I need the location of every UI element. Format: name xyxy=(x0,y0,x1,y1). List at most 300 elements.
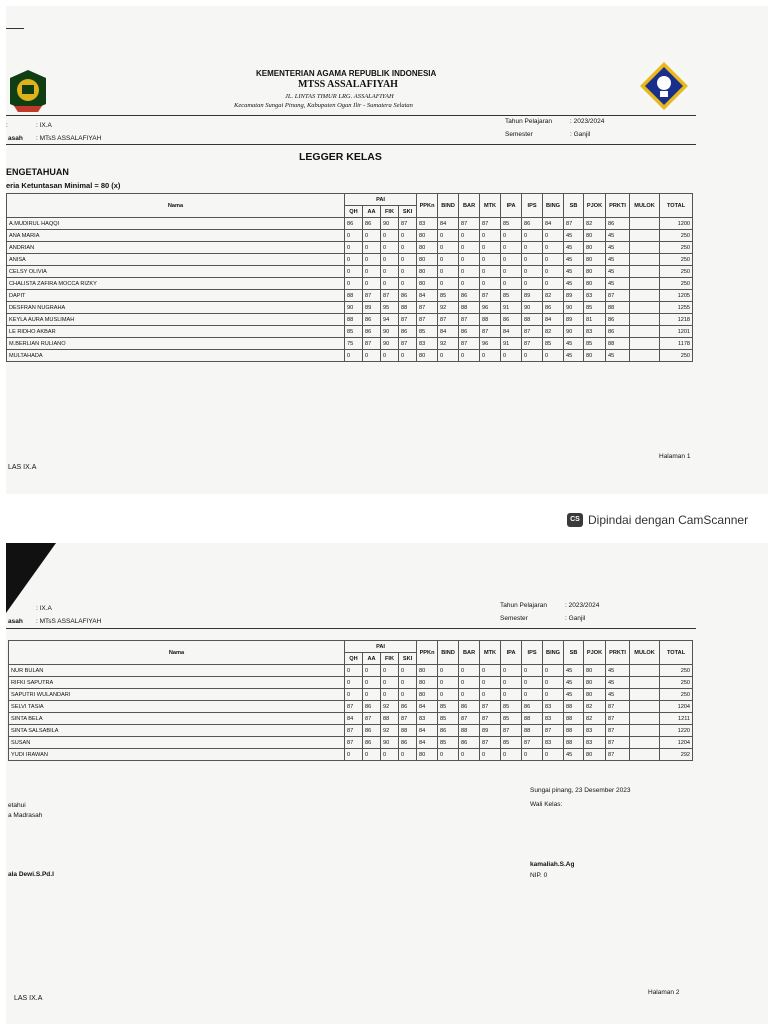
ministry-name: KEMENTERIAN AGAMA REPUBLIK INDONESIA xyxy=(256,69,437,78)
score-cell: 95 xyxy=(381,302,399,314)
kepala-name: ala Dewi.S.Pd.I xyxy=(8,871,54,878)
score-cell: 0 xyxy=(363,230,381,242)
col-sb: SB xyxy=(564,194,584,218)
score-cell: 0 xyxy=(363,266,381,278)
score-cell: 90 xyxy=(381,737,399,749)
score-cell: 85 xyxy=(438,713,459,725)
score-cell: 0 xyxy=(522,689,543,701)
student-name: SINTA SALSABILA xyxy=(9,725,345,737)
header-divider xyxy=(6,115,696,116)
score-cell: 45 xyxy=(606,689,630,701)
score-cell: 0 xyxy=(345,749,363,761)
score-cell: 83 xyxy=(543,737,564,749)
score-cell: 94 xyxy=(381,314,399,326)
total-cell: 1211 xyxy=(660,713,693,725)
score-cell: 86 xyxy=(501,314,522,326)
score-cell: 85 xyxy=(543,338,564,350)
score-cell: 88 xyxy=(345,290,363,302)
score-cell: 80 xyxy=(584,350,606,362)
score-cell: 88 xyxy=(564,713,584,725)
col-pai: PAI xyxy=(345,641,417,653)
score-cell: 90 xyxy=(522,302,543,314)
score-cell: 90 xyxy=(381,326,399,338)
score-cell: 91 xyxy=(501,338,522,350)
score-cell: 0 xyxy=(522,230,543,242)
score-cell: 0 xyxy=(459,749,480,761)
score-cell: 0 xyxy=(399,242,417,254)
score-cell: 0 xyxy=(438,242,459,254)
score-cell: 0 xyxy=(381,677,399,689)
total-cell: 292 xyxy=(660,749,693,761)
score-cell: 83 xyxy=(417,218,438,230)
score-cell: 86 xyxy=(363,737,381,749)
score-cell: 0 xyxy=(399,689,417,701)
madrasah-value-p2: : MTsS ASSALAFIYAH xyxy=(36,618,102,625)
score-cell: 88 xyxy=(399,302,417,314)
score-cell: 0 xyxy=(501,350,522,362)
col-bing: BING xyxy=(543,194,564,218)
col-ipa: IPA xyxy=(501,194,522,218)
score-cell: 87 xyxy=(480,737,501,749)
score-cell: 0 xyxy=(363,749,381,761)
score-cell: 83 xyxy=(584,326,606,338)
score-cell xyxy=(630,242,660,254)
col-bar: BAR xyxy=(459,641,480,665)
score-cell: 87 xyxy=(606,290,630,302)
student-name: ANA MARIA xyxy=(7,230,345,242)
col-ski: SKI xyxy=(399,206,417,218)
student-name: M.BERLIAN RULIANO xyxy=(7,338,345,350)
score-cell: 0 xyxy=(438,677,459,689)
score-cell: 88 xyxy=(564,725,584,737)
score-cell: 0 xyxy=(381,689,399,701)
table-row xyxy=(9,677,693,689)
score-cell: 45 xyxy=(564,278,584,290)
score-cell: 0 xyxy=(345,254,363,266)
score-cell: 0 xyxy=(522,350,543,362)
total-cell: 250 xyxy=(660,677,693,689)
score-cell: 80 xyxy=(584,242,606,254)
school-name: MTSS ASSALAFIYAH xyxy=(298,79,398,90)
score-cell: 45 xyxy=(606,254,630,266)
score-cell: 87 xyxy=(363,713,381,725)
score-cell: 0 xyxy=(363,254,381,266)
score-cell: 86 xyxy=(363,326,381,338)
score-cell: 85 xyxy=(584,302,606,314)
score-cell: 84 xyxy=(417,701,438,713)
score-cell: 87 xyxy=(417,314,438,326)
score-cell: 82 xyxy=(543,326,564,338)
score-cell: 86 xyxy=(459,290,480,302)
score-cell: 87 xyxy=(399,218,417,230)
student-name: DESFRAN NUGRAHA xyxy=(7,302,345,314)
score-cell: 88 xyxy=(606,338,630,350)
student-name: CHALISTA ZAFIRA MOCCA RIZKY xyxy=(7,278,345,290)
score-cell: 0 xyxy=(501,278,522,290)
score-cell: 0 xyxy=(438,350,459,362)
info-divider-p2 xyxy=(6,628,696,629)
score-cell: 0 xyxy=(363,242,381,254)
score-cell: 87 xyxy=(501,725,522,737)
score-cell: 86 xyxy=(543,302,564,314)
camscanner-icon: CS xyxy=(567,513,583,527)
score-cell: 0 xyxy=(480,749,501,761)
score-cell: 0 xyxy=(459,677,480,689)
table-row xyxy=(7,254,693,266)
total-cell: 1204 xyxy=(660,737,693,749)
col-pjok: PJOK xyxy=(584,641,606,665)
score-cell xyxy=(630,290,660,302)
score-cell: 85 xyxy=(417,326,438,338)
section-title: ENGETAHUAN xyxy=(6,167,69,177)
score-cell: 0 xyxy=(345,689,363,701)
score-cell: 89 xyxy=(564,314,584,326)
score-cell: 84 xyxy=(501,326,522,338)
score-cell: 80 xyxy=(584,689,606,701)
score-cell: 87 xyxy=(480,701,501,713)
score-cell: 0 xyxy=(363,278,381,290)
school-address: JL. LINTAS TIMUR LRG. ASSALAFIYAH xyxy=(285,93,394,100)
score-cell: 0 xyxy=(345,242,363,254)
score-cell: 87 xyxy=(459,713,480,725)
score-cell: 80 xyxy=(417,254,438,266)
legger-title: LEGGER KELAS xyxy=(299,151,382,163)
score-cell: 0 xyxy=(459,242,480,254)
score-cell: 0 xyxy=(522,677,543,689)
score-cell: 87 xyxy=(606,701,630,713)
score-cell: 0 xyxy=(459,230,480,242)
score-cell: 90 xyxy=(381,218,399,230)
col-bing: BING xyxy=(543,641,564,665)
wali-name: kamaliah.S.Ag xyxy=(530,861,575,868)
wali-nip: NIP. 0 xyxy=(530,872,548,879)
score-cell: 45 xyxy=(564,677,584,689)
table-row xyxy=(9,665,693,677)
edge-mark xyxy=(6,28,24,29)
col-mulok: MULOK xyxy=(630,194,660,218)
score-cell: 87 xyxy=(480,290,501,302)
tahun-value-p2: : 2023/2024 xyxy=(565,602,600,609)
score-cell: 80 xyxy=(417,242,438,254)
student-name: LE RIDHO AKBAR xyxy=(7,326,345,338)
score-cell: 0 xyxy=(459,266,480,278)
score-cell: 86 xyxy=(345,218,363,230)
score-cell: 0 xyxy=(501,230,522,242)
score-cell xyxy=(630,701,660,713)
place-date: Sungai pinang, 23 Desember 2023 xyxy=(530,787,631,794)
score-cell: 88 xyxy=(606,302,630,314)
score-cell: 83 xyxy=(584,737,606,749)
score-cell: 89 xyxy=(480,725,501,737)
score-cell: 88 xyxy=(522,713,543,725)
score-cell: 88 xyxy=(564,701,584,713)
score-cell: 0 xyxy=(522,278,543,290)
score-cell: 86 xyxy=(399,326,417,338)
score-cell: 80 xyxy=(417,230,438,242)
score-cell: 0 xyxy=(438,749,459,761)
score-cell: 86 xyxy=(363,218,381,230)
score-cell: 85 xyxy=(438,701,459,713)
score-cell: 0 xyxy=(399,230,417,242)
score-cell: 86 xyxy=(399,290,417,302)
student-name: SAPUTRI WULANDARI xyxy=(9,689,345,701)
col-bind: BIND xyxy=(438,194,459,218)
score-cell: 0 xyxy=(345,350,363,362)
table-row xyxy=(7,266,693,278)
score-cell: 83 xyxy=(584,290,606,302)
score-cell: 45 xyxy=(606,230,630,242)
score-cell: 86 xyxy=(459,326,480,338)
total-cell: 1200 xyxy=(660,218,693,230)
col-qh: QH xyxy=(345,206,363,218)
score-cell: 0 xyxy=(480,266,501,278)
score-cell: 0 xyxy=(522,665,543,677)
table-row xyxy=(9,749,693,761)
score-cell: 89 xyxy=(363,302,381,314)
score-cell: 87 xyxy=(606,725,630,737)
score-cell: 88 xyxy=(522,725,543,737)
score-cell: 83 xyxy=(584,725,606,737)
score-cell: 87 xyxy=(522,338,543,350)
score-cell: 86 xyxy=(606,314,630,326)
score-cell: 86 xyxy=(363,725,381,737)
score-cell: 86 xyxy=(522,701,543,713)
score-cell: 92 xyxy=(438,302,459,314)
footer-class-p2: LAS IX.A xyxy=(14,995,43,1002)
score-cell: 0 xyxy=(399,350,417,362)
score-cell xyxy=(630,737,660,749)
score-cell: 0 xyxy=(480,677,501,689)
score-cell xyxy=(630,302,660,314)
score-cell: 0 xyxy=(501,242,522,254)
score-cell: 84 xyxy=(543,314,564,326)
score-cell: 0 xyxy=(543,266,564,278)
score-cell: 85 xyxy=(438,737,459,749)
score-cell: 0 xyxy=(543,749,564,761)
score-cell: 91 xyxy=(501,302,522,314)
score-cell: 87 xyxy=(381,290,399,302)
table-row xyxy=(7,338,693,350)
score-cell: 82 xyxy=(543,290,564,302)
score-cell: 45 xyxy=(564,230,584,242)
score-cell: 84 xyxy=(417,725,438,737)
score-cell: 87 xyxy=(417,302,438,314)
score-cell: 45 xyxy=(606,266,630,278)
score-cell: 90 xyxy=(381,338,399,350)
student-name: ANISA xyxy=(7,254,345,266)
score-cell: 87 xyxy=(459,314,480,326)
table-row xyxy=(7,242,693,254)
col-mulok: MULOK xyxy=(630,641,660,665)
score-cell xyxy=(630,689,660,701)
score-cell: 83 xyxy=(543,701,564,713)
page-number-p2: Halaman 2 xyxy=(648,989,680,996)
score-cell: 45 xyxy=(564,749,584,761)
total-cell: 250 xyxy=(660,278,693,290)
scan-page-2 xyxy=(6,543,768,1024)
total-cell: 1201 xyxy=(660,326,693,338)
score-cell: 80 xyxy=(417,350,438,362)
total-cell: 1205 xyxy=(660,290,693,302)
score-cell: 86 xyxy=(606,326,630,338)
col-ipa: IPA xyxy=(501,641,522,665)
score-cell: 80 xyxy=(584,677,606,689)
score-cell: 0 xyxy=(381,749,399,761)
score-cell: 0 xyxy=(480,350,501,362)
score-cell: 88 xyxy=(399,725,417,737)
score-cell: 0 xyxy=(363,689,381,701)
col-nama: Nama xyxy=(7,194,345,218)
score-cell: 80 xyxy=(584,230,606,242)
score-cell: 0 xyxy=(480,689,501,701)
score-cell: 96 xyxy=(480,302,501,314)
col-fik: FIK xyxy=(381,653,399,665)
score-cell: 0 xyxy=(522,266,543,278)
table-row xyxy=(9,713,693,725)
score-cell: 0 xyxy=(543,665,564,677)
score-cell: 83 xyxy=(543,713,564,725)
score-cell: 0 xyxy=(501,254,522,266)
score-cell: 45 xyxy=(564,689,584,701)
total-cell: 250 xyxy=(660,254,693,266)
col-bar: BAR xyxy=(459,194,480,218)
score-cell: 86 xyxy=(399,701,417,713)
score-cell: 80 xyxy=(584,278,606,290)
score-cell: 85 xyxy=(584,338,606,350)
score-cell: 82 xyxy=(584,218,606,230)
kelas-value-p2: : IX.A xyxy=(36,605,52,612)
student-name: RIFKI SAPUTRA xyxy=(9,677,345,689)
tahun-label: Tahun Pelajaran xyxy=(505,118,552,125)
score-cell: 0 xyxy=(399,749,417,761)
score-cell: 87 xyxy=(363,290,381,302)
score-cell: 87 xyxy=(522,737,543,749)
col-nama: Nama xyxy=(9,641,345,665)
total-cell: 250 xyxy=(660,266,693,278)
score-cell: 86 xyxy=(522,218,543,230)
score-cell: 89 xyxy=(522,290,543,302)
table-row xyxy=(9,737,693,749)
col-fik: FIK xyxy=(381,206,399,218)
score-cell: 0 xyxy=(459,350,480,362)
score-cell xyxy=(630,677,660,689)
col-mtk: MTK xyxy=(480,194,501,218)
score-cell xyxy=(630,350,660,362)
semester-value-p2: : Ganjil xyxy=(565,615,586,622)
score-cell: 87 xyxy=(606,737,630,749)
score-cell: 0 xyxy=(522,242,543,254)
score-cell: 0 xyxy=(399,665,417,677)
score-cell: 87 xyxy=(459,218,480,230)
score-cell: 0 xyxy=(381,266,399,278)
score-cell: 90 xyxy=(345,302,363,314)
score-cell: 0 xyxy=(522,254,543,266)
score-cell: 0 xyxy=(501,749,522,761)
semester-label: Semester xyxy=(505,131,533,138)
score-cell: 0 xyxy=(363,665,381,677)
score-cell: 85 xyxy=(501,290,522,302)
student-name: YUDI IRAWAN xyxy=(9,749,345,761)
table-row xyxy=(7,290,693,302)
score-cell: 89 xyxy=(564,290,584,302)
table-row xyxy=(9,689,693,701)
table-row xyxy=(7,314,693,326)
score-cell: 0 xyxy=(543,278,564,290)
col-bind: BIND xyxy=(438,641,459,665)
tahun-value: : 2023/2024 xyxy=(570,118,605,125)
score-cell: 0 xyxy=(345,278,363,290)
score-cell: 84 xyxy=(345,713,363,725)
score-cell: 87 xyxy=(363,338,381,350)
table-row xyxy=(9,725,693,737)
score-cell: 45 xyxy=(606,350,630,362)
score-cell: 87 xyxy=(480,326,501,338)
total-cell: 1255 xyxy=(660,302,693,314)
score-cell: 0 xyxy=(438,278,459,290)
score-cell: 75 xyxy=(345,338,363,350)
total-cell: 250 xyxy=(660,689,693,701)
kepala-madrasah-label: a Madrasah xyxy=(8,812,43,819)
score-cell: 87 xyxy=(399,713,417,725)
student-name: KEYLA AURA MUSLIMAH xyxy=(7,314,345,326)
score-cell: 86 xyxy=(459,737,480,749)
score-cell: 45 xyxy=(606,665,630,677)
student-name: SINTA BELA xyxy=(9,713,345,725)
score-cell: 85 xyxy=(501,737,522,749)
score-cell: 0 xyxy=(399,278,417,290)
score-cell: 92 xyxy=(381,725,399,737)
wali-kelas-label: Wali Kelas: xyxy=(530,801,563,808)
col-ppkn: PPKn xyxy=(417,641,438,665)
score-cell: 0 xyxy=(501,677,522,689)
score-cell: 87 xyxy=(399,314,417,326)
student-name: SUSAN xyxy=(9,737,345,749)
score-cell: 0 xyxy=(438,689,459,701)
score-cell: 0 xyxy=(459,254,480,266)
score-cell: 82 xyxy=(584,701,606,713)
score-cell: 85 xyxy=(438,290,459,302)
total-cell: 250 xyxy=(660,242,693,254)
madrasah-label: asah xyxy=(8,135,23,142)
score-cell: 96 xyxy=(480,338,501,350)
kkm-note: eria Ketuntasan Minimal = 80 (x) xyxy=(6,181,121,190)
score-cell: 80 xyxy=(417,266,438,278)
score-cell xyxy=(630,725,660,737)
score-cell: 0 xyxy=(480,665,501,677)
total-cell: 250 xyxy=(660,665,693,677)
score-cell xyxy=(630,218,660,230)
score-cell xyxy=(630,278,660,290)
student-name: ANDRIAN xyxy=(7,242,345,254)
col-aa: AA xyxy=(363,653,381,665)
score-cell: 87 xyxy=(480,713,501,725)
score-cell: 86 xyxy=(399,737,417,749)
score-cell: 45 xyxy=(564,242,584,254)
score-cell: 0 xyxy=(363,350,381,362)
col-total: TOTAL xyxy=(660,641,693,665)
score-cell: 87 xyxy=(480,218,501,230)
score-cell: 85 xyxy=(345,326,363,338)
table-row xyxy=(7,278,693,290)
score-cell: 0 xyxy=(381,242,399,254)
score-cell: 92 xyxy=(381,701,399,713)
student-name: A.MUDIRUL HAQQI xyxy=(7,218,345,230)
score-cell: 92 xyxy=(438,338,459,350)
score-cell: 81 xyxy=(584,314,606,326)
score-cell: 0 xyxy=(543,230,564,242)
student-name: DAPIT xyxy=(7,290,345,302)
score-cell: 87 xyxy=(345,701,363,713)
